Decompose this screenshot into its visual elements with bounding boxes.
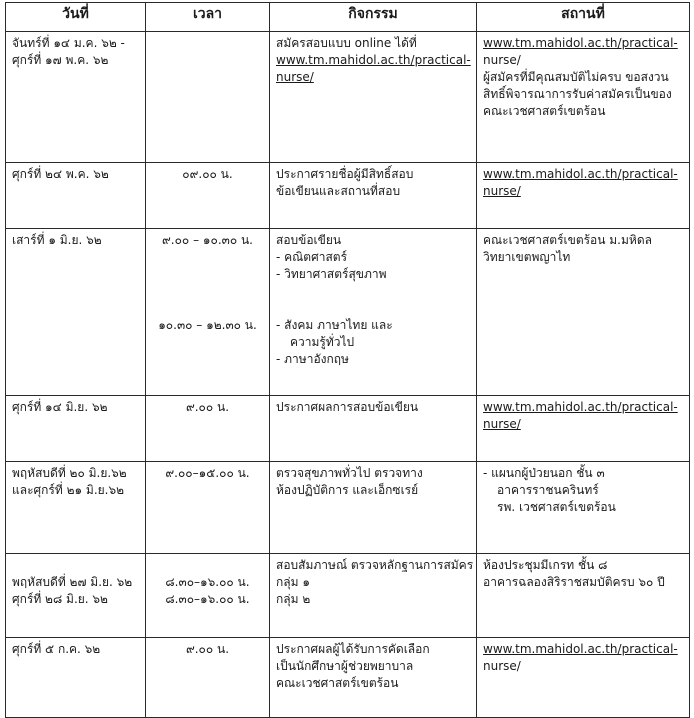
header-activity: กิจกรรม	[270, 3, 477, 32]
table-row	[6, 462, 690, 554]
table-row	[6, 32, 690, 163]
date-cell: เสาร์ที่ ๑ มิ.ย. ๖๒	[6, 229, 146, 396]
header-row	[6, 3, 690, 32]
activity-cell: ประกาศรายชื่อผู้มีสิทธิ์สอบ ข้อเขียนและสถานที่สอบ	[270, 163, 477, 229]
table-row	[6, 163, 690, 229]
date-cell: ศุกร์ที่ ๕ ก.ค. ๖๒	[6, 638, 146, 718]
time-cell: ๙.๐๐–๑๕.๐๐ น.	[146, 462, 270, 554]
date-cell: จันทร์ที่ ๑๔ ม.ค. ๖๒ - ศุกร์ที่ ๑๗ พ.ค. ๖๒	[6, 32, 146, 163]
table-row	[6, 638, 690, 718]
date-cell: พฤหัสบดีที่ ๒๗ มิ.ย. ๖๒ ศุกร์ที่ ๒๘ มิ.ย. ๖๒	[6, 554, 146, 638]
date-cell: พฤหัสบดีที่ ๒๐ มิ.ย.๖๒ และศุกร์ที่ ๒๑ มิ.ย.๖๒	[6, 462, 146, 554]
place-cell: คณะเวชศาสตร์เขตร้อน ม.มหิดล วิทยาเขตพญาไท	[477, 229, 690, 396]
activity-cell: สอบสัมภาษณ์ ตรวจหลักฐานการสมัคร กลุ่ม ๑ กลุ่ม ๒	[270, 554, 477, 638]
website-link[interactable]: www.tm.mahidol.ac.th/practical-	[483, 36, 678, 50]
time-cell: ๙.๐๐ น.	[146, 396, 270, 462]
website-link[interactable]: nurse/	[483, 417, 521, 431]
time-cell: ๙.๐๐ น.	[146, 638, 270, 718]
time-cell: ๙.๐๐ – ๑๐.๓๐ น. ๑๐.๓๐ – ๑๒.๓๐ น.	[146, 229, 270, 396]
place-cell	[477, 163, 690, 229]
time-cell: ๘.๓๐–๑๖.๐๐ น. ๘.๓๐–๑๖.๐๐ น.	[146, 554, 270, 638]
website-link[interactable]: www.tm.mahidol.ac.th/practical-	[483, 167, 678, 181]
website-link[interactable]: www.tm.mahidol.ac.th/practical-	[483, 642, 678, 656]
table-row	[6, 396, 690, 462]
place-cell: - แผนกผู้ป่วยนอก ชั้น ๓ อาคารราชนครินทร์ รพ. เวชศาสตร์เขตร้อน	[477, 462, 690, 554]
activity-cell: สมัครสอบแบบ online ได้ที่ www.tm.mahidol.ac.th/practical- nurse/	[270, 32, 477, 163]
header-time: เวลา	[146, 3, 270, 32]
date-cell: ศุกร์ที่ ๑๔ มิ.ย. ๖๒	[6, 396, 146, 462]
application-link[interactable]: nurse/	[276, 70, 314, 84]
place-cell: www.tm.mahidol.ac.th/practical- nurse/	[477, 638, 690, 718]
website-link[interactable]: www.tm.mahidol.ac.th/practical-	[483, 400, 678, 414]
activity-cell: สอบข้อเขียน - คณิตศาสตร์ - วิทยาศาสตร์สุขภาพ - สังคม ภาษาไทย และ ความรู้ทั่วไป - ภาษาอังกฤษ	[270, 229, 477, 396]
header-place: สถานที่	[477, 3, 690, 32]
time-cell	[146, 32, 270, 163]
table-row	[6, 554, 690, 638]
header-date: วันที่	[6, 3, 146, 32]
activity-cell: ตรวจสุขภาพทั่วไป ตรวจทาง ห้องปฏิบัติการ และเอ็กซเรย์	[270, 462, 477, 554]
activity-cell: ประกาศผลผู้ได้รับการคัดเลือก เป็นนักศึกษาผู้ช่วยพยาบาล คณะเวชศาสตร์เขตร้อน	[270, 638, 477, 718]
website-link[interactable]: nurse/	[483, 184, 521, 198]
place-cell: www.tm.mahidol.ac.th/practical- nurse/ ผู้สมัครที่มีคุณสมบัติไม่ครบ ขอสงวน สิทธิ์พิจารณาการรับค่าสมัครเป็นของ คณะเวชศาสตร์เขตร้อน	[477, 32, 690, 163]
place-cell	[477, 396, 690, 462]
place-cell: ห้องประชุมมีเกรท ชั้น ๘ อาคารฉลองสิริราชสมบัติครบ ๖๐ ปี	[477, 554, 690, 638]
application-link[interactable]: www.tm.mahidol.ac.th/practical-	[276, 53, 471, 67]
activity-cell: ประกาศผลการสอบข้อเขียน	[270, 396, 477, 462]
schedule-table	[5, 2, 690, 718]
time-cell: ๐๙.๐๐ น.	[146, 163, 270, 229]
date-cell: ศุกร์ที่ ๒๔ พ.ค. ๖๒	[6, 163, 146, 229]
table-row	[6, 229, 690, 396]
